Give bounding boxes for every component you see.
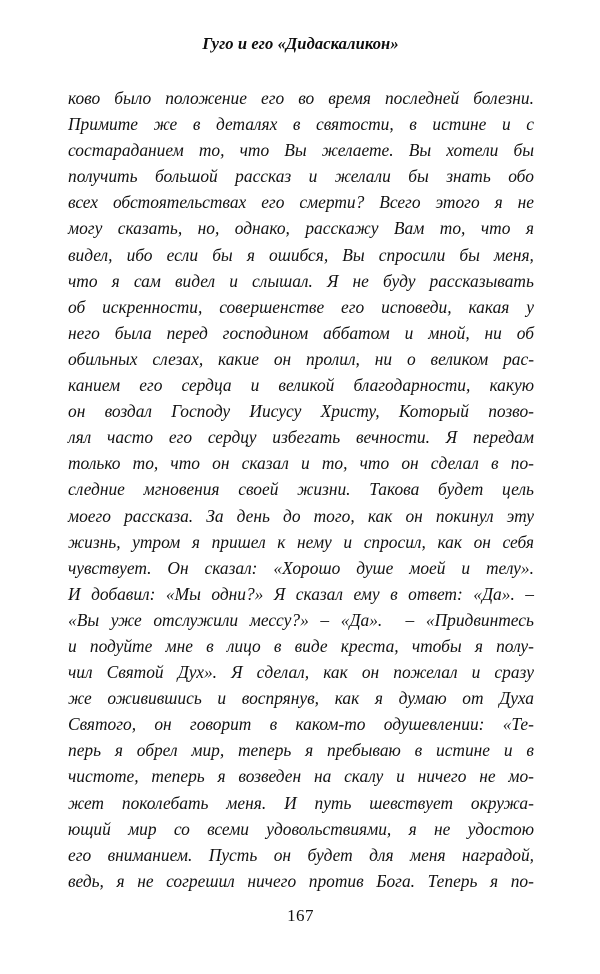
text-line: состараданием то, что Вы желаете. Вы хотели бы [68,140,534,161]
text-line: жет поколебать меня. И путь шевствует окружа- [68,792,534,813]
text-line: канием его сердца и великой благодарности, какую [68,375,534,396]
text-line: Примите же в деталях в святости, в истине и с [68,114,534,135]
text-line: только то, что он сказал и то, что он сделал в по- [68,453,534,474]
text-line: получить большой рассказ и желали бы знать обо [68,166,534,187]
text-line: чил Святой Дух». Я сделал, как он пожелал и сразу [68,662,534,683]
text-line: моего рассказа. За день до того, как он покинул эту [68,505,534,526]
text-line: всех обстоятельствах его смерти? Всего этого я не [68,192,534,213]
text-line: об искренности, совершенстве его исповеди, какая у [68,296,534,317]
text-line: него была перед господином аббатом и мной, ни об [68,322,534,343]
text-line: чувствует. Он сказал: «Хорошо душе моей и телу». [68,557,534,578]
running-head: Гуго и его «Дидаскаликон» [202,34,399,53]
text-line: И добавил: «Мы одни?» Я сказал ему в ответ: «Да». – [68,583,534,604]
text-line: обильных слезах, какие он пролил, ни о великом рас- [68,348,534,369]
body-text-block [68,85,534,894]
text-line: ющий мир со всеми удовольствиями, я не удостою [68,818,534,839]
text-line: лял часто его сердцу избегать вечности. Я передам [68,427,534,448]
text-line: перь я обрел мир, теперь я пребываю в истине и в [68,740,534,761]
text-line: что я сам видел и слышал. Я не буду рассказывать [68,270,534,291]
text-line: его вниманием. Пусть он будет для меня наградой, [68,844,534,865]
text-line: жизнь, утром я пришел к нему и спросил, как он себя [68,531,534,552]
text-line: он воздал Господу Иисусу Христу, Который позво- [68,401,534,422]
text-line: чистоте, теперь я возведен на скалу и ничего не мо- [68,766,534,787]
text-line: Святого, он говорит в каком-то одушевлении: «Те- [68,714,534,735]
text-line: ведь, я не согрешил ничего против Бога. Теперь я по- [68,870,534,891]
text-line: «Вы уже отслужили мессу?» – «Да». – «Придвинтесь [68,609,534,630]
text-line: ково было положение его во время последней болезни. [68,88,534,108]
text-line: видел, ибо если бы я ошибся, Вы спросили бы меня, [68,244,534,265]
text-line: и подуйте мне в лицо в виде креста, чтобы я полу- [68,635,534,656]
page-number: 167 [287,906,314,925]
text-line: следние мгновения своей жизни. Такова будет цель [68,479,534,500]
text-line: могу сказать, но, однако, расскажу Вам то, что я [68,218,534,239]
text-line: же оживившись и воспрянув, как я думаю от Духа [68,688,534,709]
